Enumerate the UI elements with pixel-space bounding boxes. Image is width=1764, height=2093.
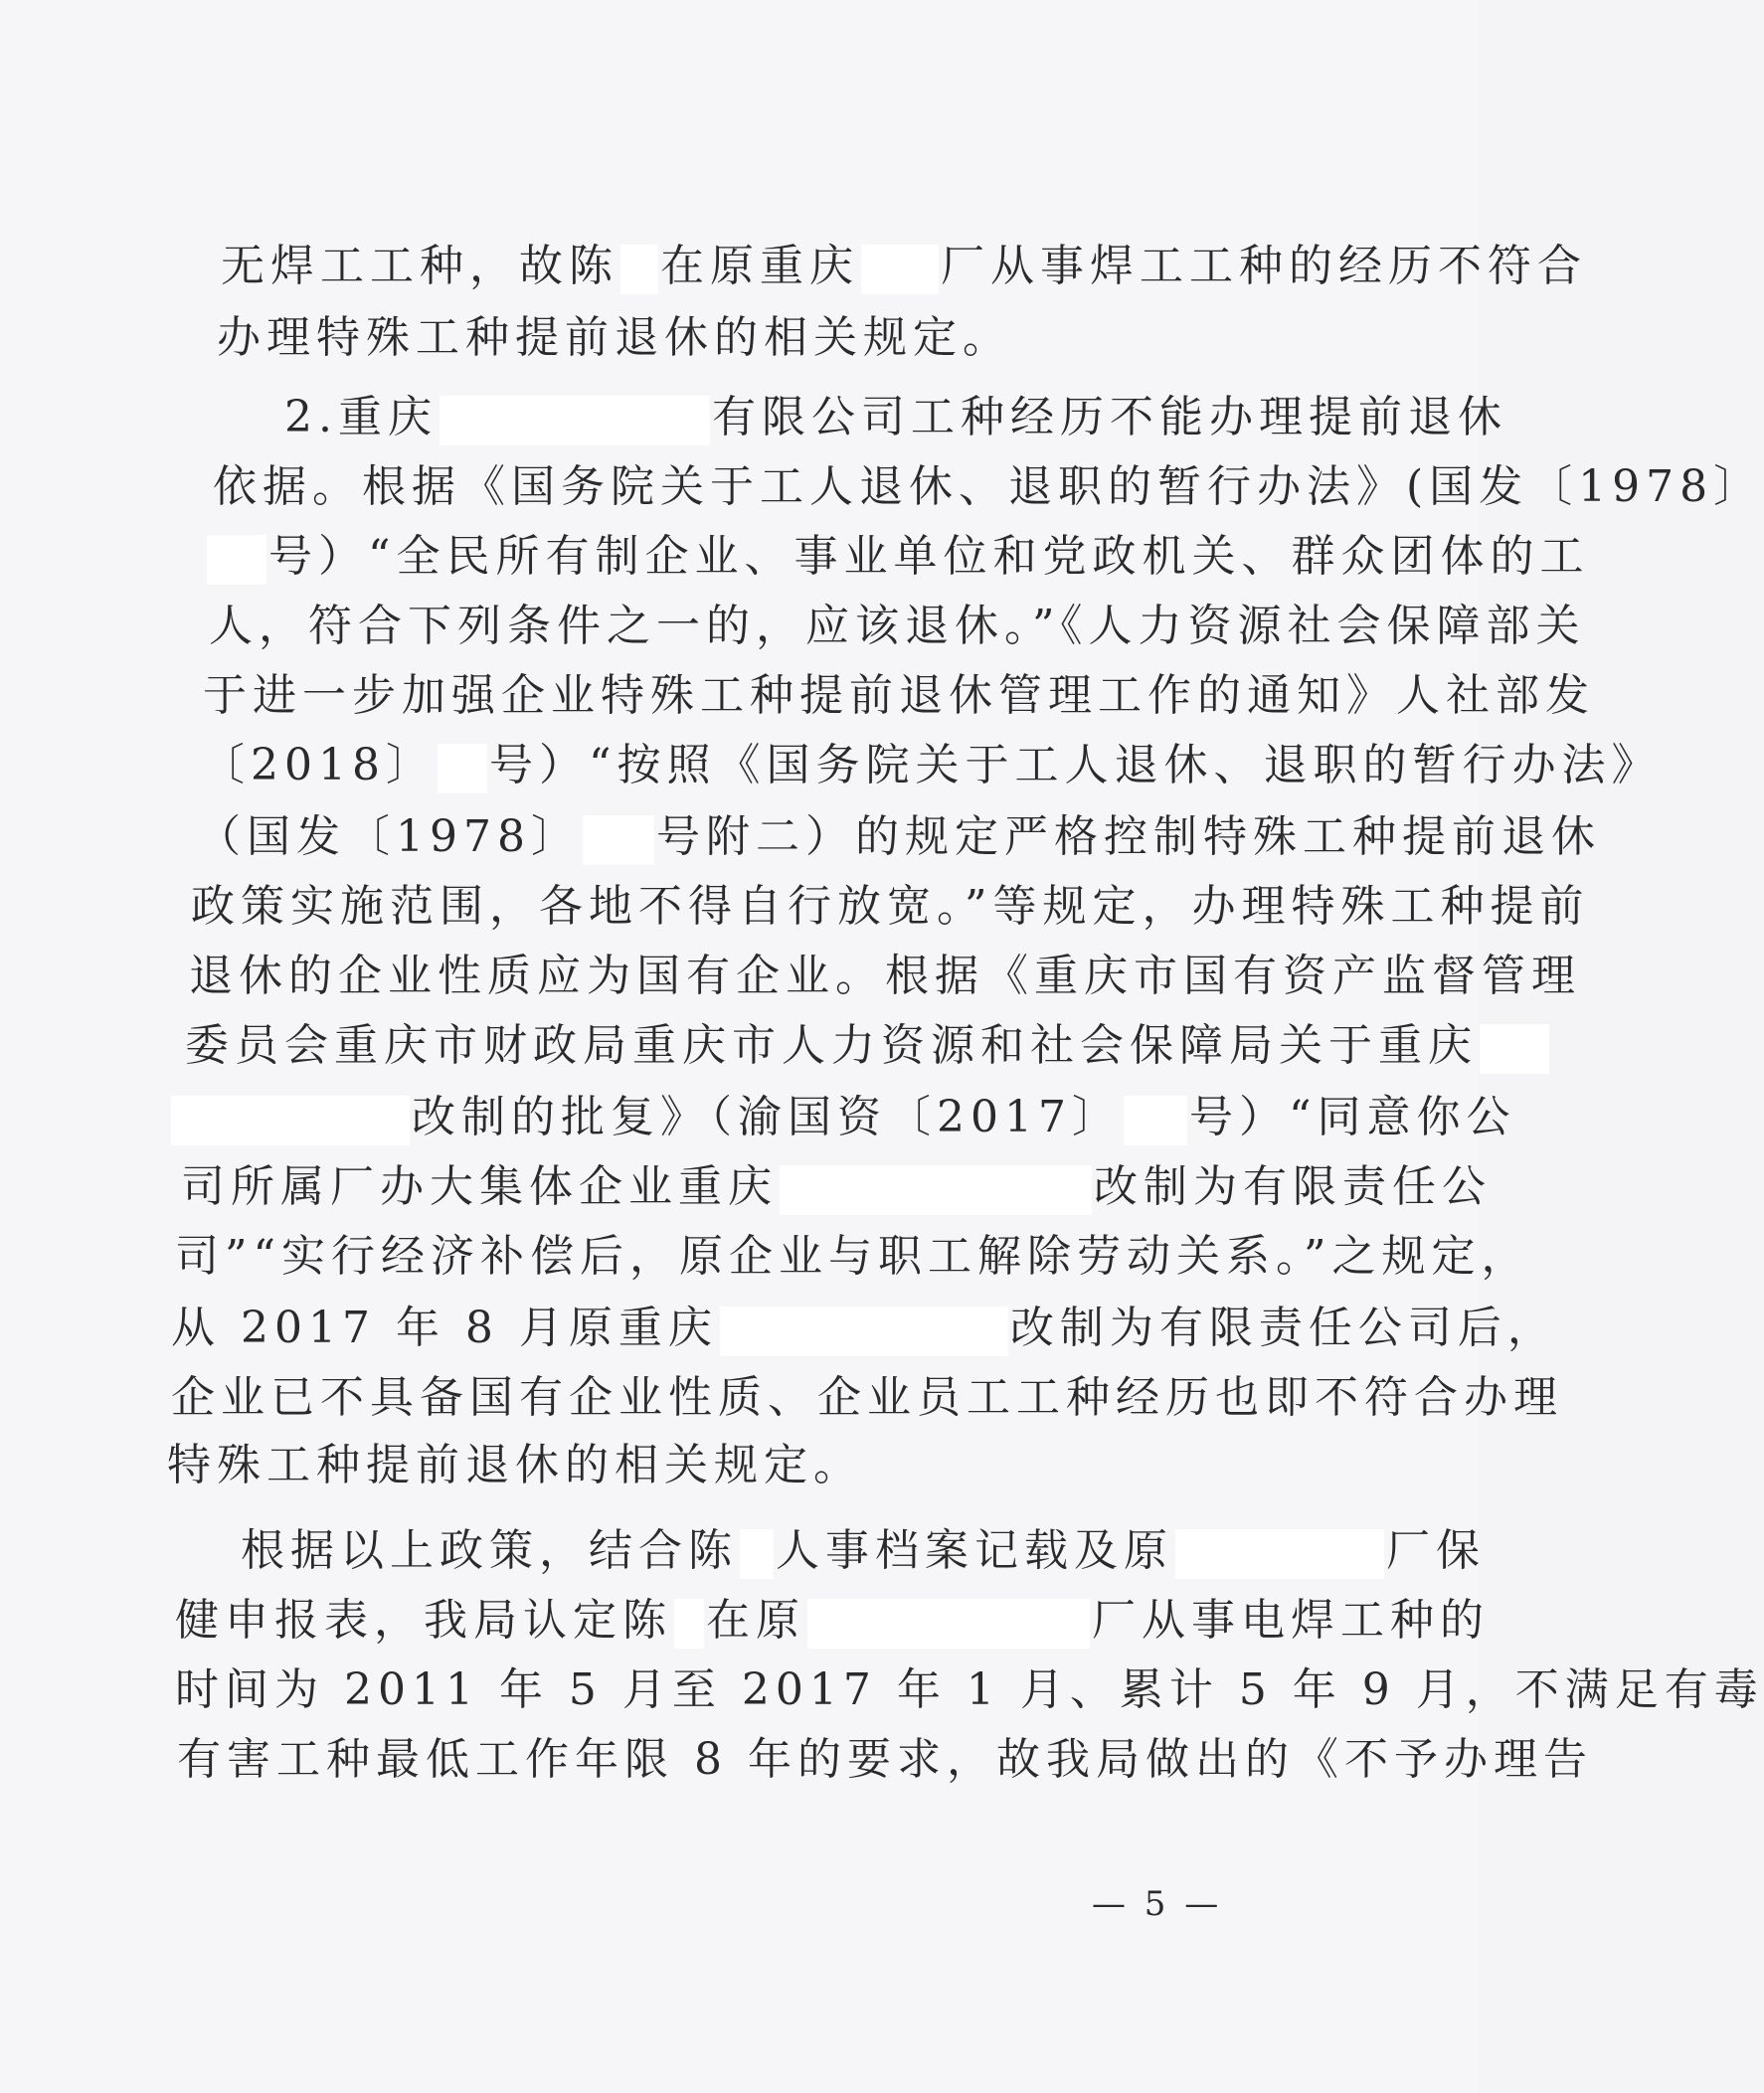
redaction-block: [861, 245, 939, 294]
text-segment: 时间为 2011 年 5 月至 2017 年 1 月、累计 5 年 9 月，不满足有毒: [175, 1664, 1764, 1715]
redaction-block: [207, 535, 266, 585]
text-segment: 有害工种最低工作年限 8 年的要求，故我局做出的《不予办理告: [177, 1734, 1593, 1785]
text-segment: 政策实施范围，各地不得自行放宽。”等规定，办理特殊工种提前: [191, 881, 1590, 932]
redaction-block: [620, 245, 658, 294]
redaction-block: [780, 1165, 1092, 1215]
text-segment: 改制的批复》（渝国资〔2017〕: [412, 1092, 1122, 1142]
redaction-block: [171, 1096, 410, 1145]
text-segment: 号附二）的规定严格控制特殊工种提前退休: [655, 811, 1601, 862]
text-line-17: [171, 1370, 1563, 1426]
text-segment: 根据以上政策，结合陈: [241, 1525, 738, 1576]
text-segment: 司”“实行经济补偿后，原企业与职工解除劳动关系。”之规定，: [175, 1231, 1531, 1282]
text-line-11: [189, 949, 1581, 1004]
text-segment: 号）“全民所有制企业、事业单位和党政机关、群众团体的工: [268, 531, 1590, 582]
text-segment: 特殊工种提前退休的相关规定。: [167, 1440, 863, 1490]
text-segment: 〔2018〕: [201, 740, 436, 790]
text-line-2: [217, 310, 1012, 366]
text-line-16: [171, 1301, 1557, 1356]
text-line-3: [284, 390, 1507, 445]
redaction-block: [1480, 1024, 1549, 1074]
page-number: — 5 —: [1092, 1884, 1223, 1924]
text-segment: 在原重庆: [660, 241, 859, 291]
text-line-12: [185, 1018, 1551, 1074]
text-line-21: [175, 1662, 1764, 1718]
text-line-5: [205, 529, 1590, 585]
text-line-8: [201, 738, 1661, 793]
text-segment: 司所属厂办大集体企业重庆: [181, 1161, 778, 1212]
text-line-4: [213, 459, 1763, 515]
text-segment: 在原: [706, 1595, 805, 1646]
text-segment: 从 2017 年 8 月原重庆: [171, 1303, 718, 1353]
text-line-1: [221, 239, 1587, 294]
text-line-20: [175, 1593, 1490, 1649]
text-segment: 委员会重庆市财政局重庆市人力资源和社会保障局关于重庆: [185, 1020, 1478, 1071]
text-line-13: [169, 1090, 1515, 1145]
text-segment: 有限公司工种经历不能办理提前退休: [711, 392, 1507, 442]
text-segment: 无焊工工种，故陈: [221, 241, 618, 291]
text-line-22: [177, 1732, 1593, 1788]
redaction-block: [740, 1529, 774, 1579]
text-segment: 退休的企业性质应为国有企业。根据《重庆市国有资产监督管理: [189, 951, 1581, 1001]
redaction-block: [438, 744, 487, 793]
text-segment: 人事档案记载及原: [776, 1525, 1173, 1576]
text-segment: 厂保: [1386, 1525, 1486, 1576]
redaction-block: [1175, 1529, 1384, 1579]
text-segment: 人，符合下列条件之一的，应该退休。”《人力资源社会保障部关: [209, 601, 1586, 651]
text-segment: 厂从事焊工工种的经历不符合: [941, 241, 1587, 291]
text-segment: 2.重庆: [284, 392, 438, 442]
text-line-7: [203, 668, 1595, 724]
text-line-9: [197, 809, 1601, 865]
text-segment: 改制为有限责任公: [1094, 1161, 1492, 1212]
text-segment: 厂从事电焊工种的: [1092, 1595, 1490, 1646]
text-segment: 企业已不具备国有企业性质、企业员工工种经历也即不符合办理: [171, 1372, 1563, 1423]
redaction-block: [440, 396, 710, 445]
text-line-15: [175, 1229, 1530, 1285]
text-segment: 办理特殊工种提前退休的相关规定。: [217, 312, 1012, 363]
text-segment: 健申报表，我局认定陈: [175, 1595, 672, 1646]
redaction-block: [720, 1307, 1008, 1356]
text-line-18: [167, 1438, 863, 1493]
redaction-block: [1124, 1096, 1187, 1145]
text-segment: 改制为有限责任公司后，: [1009, 1303, 1557, 1353]
text-line-10: [191, 879, 1590, 935]
text-line-14: [181, 1159, 1492, 1215]
text-segment: （国发〔1978〕: [197, 811, 581, 862]
text-segment: 依据。根据《国务院关于工人退休、退职的暂行办法》(国发〔1978〕: [213, 461, 1764, 512]
text-line-19: [241, 1523, 1486, 1579]
redaction-block: [583, 815, 654, 865]
text-segment: 号）“按照《国务院关于工人退休、退职的暂行办法》: [488, 740, 1662, 790]
text-segment: 号）“同意你公: [1188, 1092, 1516, 1142]
redaction-block: [674, 1599, 704, 1649]
redaction-block: [807, 1599, 1090, 1649]
text-line-6: [209, 599, 1586, 654]
text-segment: 于进一步加强企业特殊工种提前退休管理工作的通知》人社部发: [203, 670, 1595, 721]
